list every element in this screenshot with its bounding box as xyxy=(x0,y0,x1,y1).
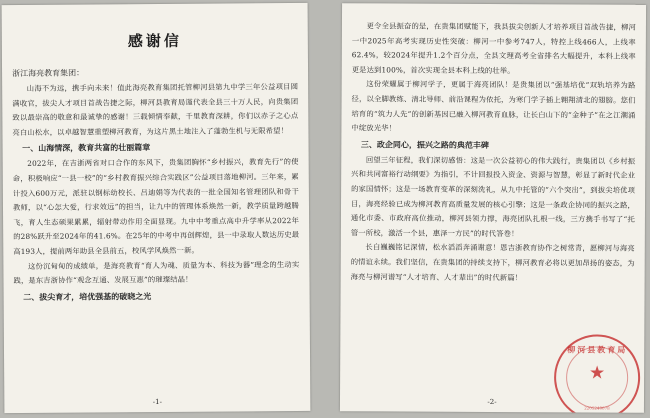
letter-page-1 xyxy=(2,3,311,413)
official-seal-stamp xyxy=(554,334,640,412)
section-heading-3: 三、政企同心，振兴之路的典范丰碑 xyxy=(360,139,489,150)
seal-code: 2205240078 xyxy=(584,405,610,411)
paragraph-closing: 长白巍巍铭记深情，松水滔滔奔涌谢意！恩吉浙教育协作之树常青，愿柳河与海亮的情谊永续。我们坚信，在贵集团的持续支持下，柳河教育必将以更加昂扬的姿态，为海亮与柳河谱写“人才培育、人才辈出”的时代新篇！ xyxy=(350,242,635,282)
section-heading-1: 一、山海情深，教育共富的壮丽篇章 xyxy=(22,142,151,154)
page-number-2: -2- xyxy=(487,397,497,407)
letter-title: 感谢信 xyxy=(127,31,182,51)
seal-ring-text: 柳河县教育局 xyxy=(567,344,628,355)
section-heading-2: 二、拔尖育才，培优强基的破晓之光 xyxy=(23,290,152,302)
paragraph-section-2-glory: 这份荣耀属于柳河学子，更属于海亮团队！是贵集团以“强基培优”双轨培养为路径，以全脚教练、清北导师、前沿课程为依托，为寒门学子插上翱翔清北的翅膀。您们培育的“筑力人先”的创新基因已融入柳河教育血脉，让长白山下的“金种子”在之江潮涌中绽放光华！ xyxy=(351,79,636,133)
paragraph-section-2-results: 更令全县振奋的是，在贵集团赋能下，我县拔尖创新人才培养项目首战告捷，柳河一中2025年高考实现历史性突破：柳河一中参考747人，特控上线466人，上线率62.4%，较2024年提升1.2个百分点，全县文理高考全省排名大幅提升，本科上线率更是达到100%，首次实现全县本科上线的壮举。 xyxy=(351,21,636,75)
paragraph-section-3: 回望三年征程，我们深切感悟：这是一次公益初心的伟大践行，贵集团以《乡村振兴和共同富裕行动纲要》为指引，不计回报投入资金、资源与智慧，彰显了新时代企业的家国情怀；这是一场教育变革的深刻洗礼，从九中托管的“六个突出”，到拔尖培优项目，海亮经验已成为柳河教育高质量发展的核心引擎；这是一条政企协同的振兴之路，通化市委、市政府高位推动，柳河县领力撑，海亮团队扎根一线，三方携手书写了“托管一所校，激活一个县，惠泽一方民”的时代答卷！ xyxy=(350,155,636,238)
seal-star-icon: ★ xyxy=(589,362,606,384)
paragraph-section-1: 2022年，在吉浙两省对口合作的东风下，贵集团胸怀“乡村振兴，教育先行”的使命，积极响应“一县一校”的“乡村教育振兴综合实践区”公益项目落地柳河。三年来，累计投入600万元，派驻以钢标幼校长、吕迪娟等为代表的一批全国知名管理团队和骨干教师，以“心怎大爱，行求效远”的担当，让九中的管理体系焕然一新，教学质量跨越腾飞，育人生态硕果累累，辐射带动作用全面显现。九中中考重点高中升学率从2022年的28%跃升至2024年的41.6%。在25年的中考中再创辉煌，县一中录取人数达历史最高193人，提前两年助县全县前五，校风学风焕然一新。 xyxy=(12,157,300,256)
letter-page-2 xyxy=(340,3,646,413)
paragraph-section-1-summary: 这份沉甸甸的成绩单，是海亮教育“育人为魂、质量为本、科技为器”理念的生动实践，是东吉浙协作“观念互通、发展互惠”的璀璨结晶！ xyxy=(13,259,300,286)
page-1-content xyxy=(12,21,301,399)
paragraph-intro: 山海不为远，携手向未来！值此海亮教育集团托管柳河县第九中学三年公益项目圆满收官，拔尖人才项目首战告捷之际，柳河县教育局谨代表全县三十万人民，向贵集团致以最崇高的敬意和最诚挚的感谢！三载倾情奉献，千里教育深耕，你们以赤子之心点亮白山松水，以卓越智慧重塑柳河教育，为这片黑土地注入了蓬勃生机与无限希望！ xyxy=(12,82,299,137)
page-number-1: -1- xyxy=(152,397,162,407)
addressee: 浙江海亮教育集团： xyxy=(12,68,85,79)
